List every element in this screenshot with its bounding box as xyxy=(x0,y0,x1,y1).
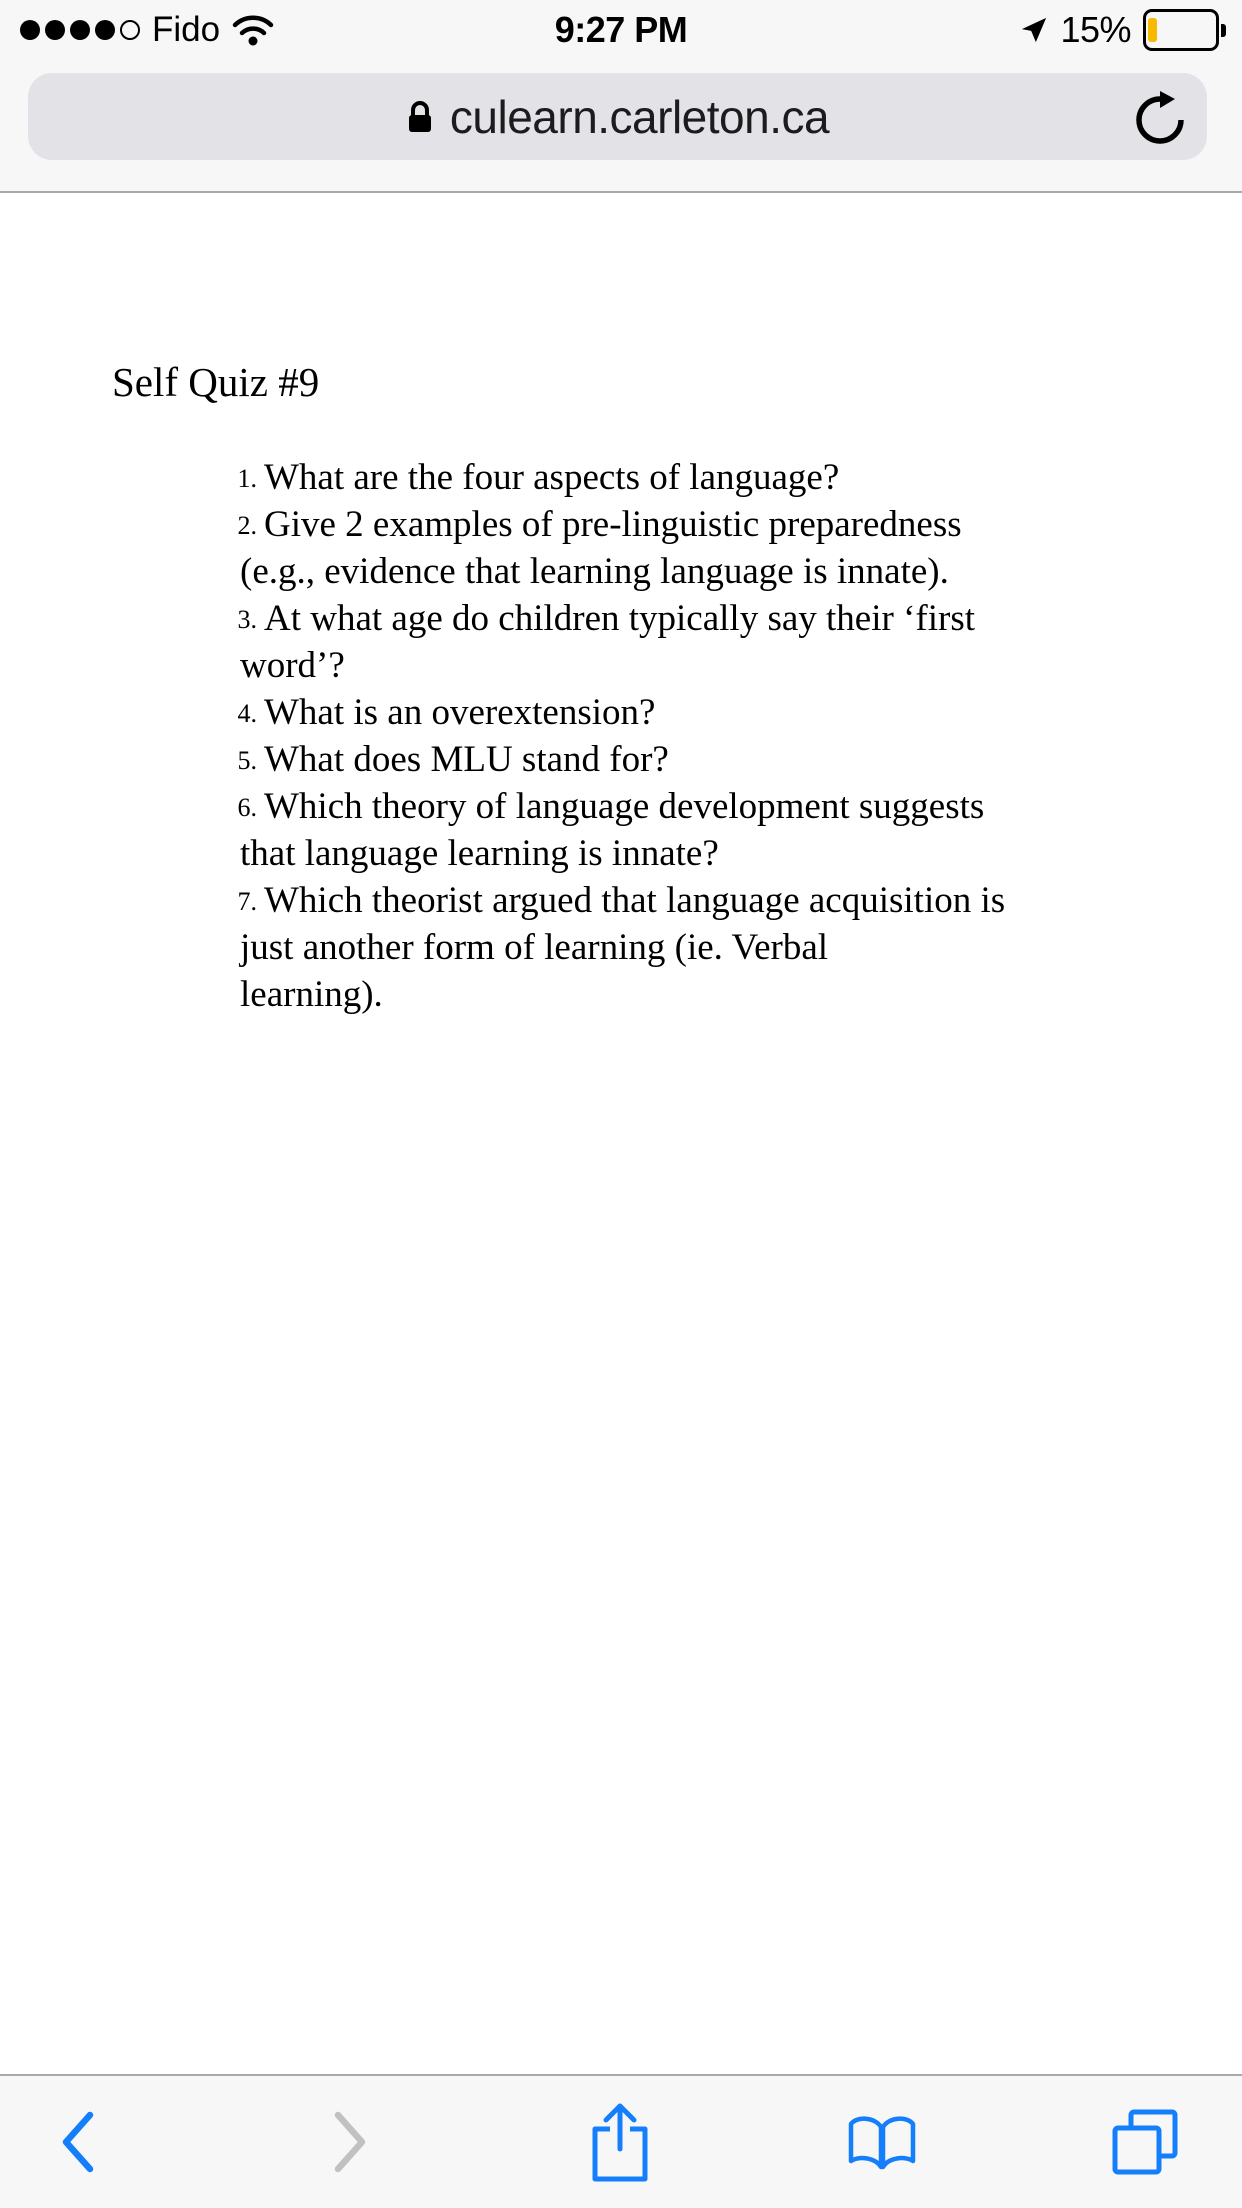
question-number: 5. xyxy=(237,746,257,775)
location-arrow-icon xyxy=(1020,16,1048,44)
question-number: 1. xyxy=(237,464,257,493)
question-number: 6. xyxy=(237,793,257,822)
question-text xyxy=(240,595,1242,689)
quiz-question xyxy=(205,877,1242,1018)
question-text-line: just another form of learning (ie. Verbal xyxy=(240,927,829,968)
safari-toolbar xyxy=(0,2074,1242,2208)
tab-switcher-icon xyxy=(1110,2107,1180,2177)
reload-button[interactable] xyxy=(1133,88,1187,146)
question-text-line: Which theorist argued that language acquisition is xyxy=(264,880,1006,921)
question-text-line: Which theory of language development suggests xyxy=(264,786,985,827)
forward-button[interactable] xyxy=(290,2076,410,2208)
safari-address-bar-area xyxy=(0,60,1242,193)
battery-fill xyxy=(1148,18,1157,42)
question-text xyxy=(240,501,1242,595)
question-text xyxy=(264,689,1242,736)
quiz-question-list xyxy=(205,454,1242,1018)
question-text xyxy=(264,454,1242,501)
quiz-question xyxy=(205,454,1242,501)
open-book-icon xyxy=(847,2111,917,2173)
lock-icon xyxy=(406,99,434,135)
status-bar xyxy=(0,0,1242,60)
page-scroll-area[interactable] xyxy=(0,195,1242,2074)
status-bar-right xyxy=(1020,0,1226,60)
clock-label: 9:27 PM xyxy=(554,9,688,50)
battery-percent-label: 15% xyxy=(1060,9,1131,50)
tabs-button[interactable] xyxy=(1085,2076,1205,2208)
quiz-question xyxy=(205,501,1242,595)
quiz-question xyxy=(205,783,1242,877)
back-button[interactable] xyxy=(18,2076,138,2208)
url-field[interactable] xyxy=(28,73,1207,160)
share-button[interactable] xyxy=(560,2076,680,2208)
carrier-label: Fido xyxy=(152,10,221,49)
question-text xyxy=(240,877,1242,1018)
question-text-line: What does MLU stand for? xyxy=(264,739,669,780)
quiz-question xyxy=(205,595,1242,689)
question-text-line: What is an overextension? xyxy=(264,692,656,733)
bookmarks-button[interactable] xyxy=(822,2076,942,2208)
quiz-question xyxy=(205,689,1242,736)
share-icon xyxy=(588,2099,652,2185)
chevron-left-icon xyxy=(61,2111,95,2173)
chevron-right-icon xyxy=(333,2111,367,2173)
page-title: Self Quiz #9 xyxy=(112,359,320,405)
question-text-line: learning). xyxy=(240,974,383,1015)
question-text-line: word’? xyxy=(240,645,345,686)
battery-icon xyxy=(1143,9,1226,51)
question-number: 3. xyxy=(237,605,257,634)
battery-body xyxy=(1143,9,1219,51)
question-text-line: Give 2 examples of pre-linguistic preparedness xyxy=(264,504,962,545)
url-text: culearn.carleton.ca xyxy=(449,90,830,143)
quiz-question xyxy=(205,736,1242,783)
question-number: 7. xyxy=(237,887,257,916)
question-text-line: At what age do children typically say their ‘first xyxy=(264,598,976,639)
question-text-line: (e.g., evidence that learning language is innate). xyxy=(240,551,949,592)
question-number: 4. xyxy=(237,699,257,728)
question-text-line: What are the four aspects of language? xyxy=(264,457,840,498)
question-number: 2. xyxy=(237,511,257,540)
battery-nub xyxy=(1221,24,1226,37)
question-text xyxy=(240,783,1242,877)
question-text xyxy=(264,736,1242,783)
question-text-line: that language learning is innate? xyxy=(240,833,719,874)
